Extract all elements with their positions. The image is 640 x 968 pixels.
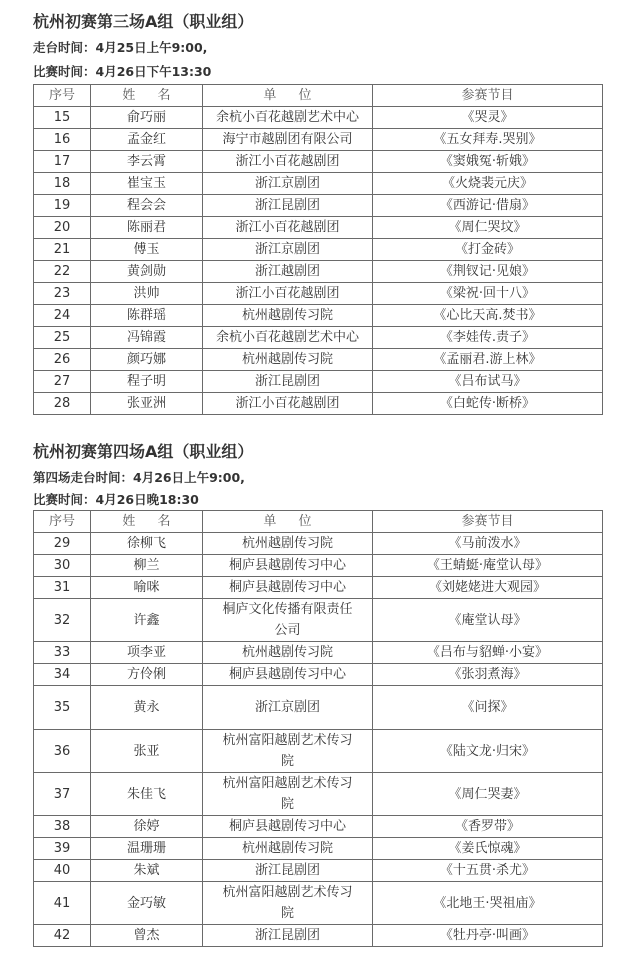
cell-name: 项李亚 xyxy=(91,642,203,664)
table-row xyxy=(34,730,603,773)
cell-number: 28 xyxy=(34,393,91,415)
cell-name: 徐柳飞 xyxy=(91,533,203,555)
cell-unit: 杭州越剧传习院 xyxy=(203,349,373,371)
cell-unit-text: 杭州越剧传习院 xyxy=(241,645,333,660)
cell-program: 《周仁哭坟》 xyxy=(373,217,603,239)
cell-program: 《北地王·哭祖庙》 xyxy=(373,882,603,925)
cell-name: 孟金红 xyxy=(91,129,203,151)
cell-name: 朱佳飞 xyxy=(91,773,203,816)
cell-name: 喻咪 xyxy=(91,577,203,599)
header-number: 序号 xyxy=(34,511,91,533)
cell-unit xyxy=(203,860,373,882)
cell-unit-text: 桐庐县越剧传习中心 xyxy=(228,819,346,834)
table-row xyxy=(34,305,603,327)
cell-name: 许鑫 xyxy=(91,599,203,642)
table-row xyxy=(34,151,603,173)
cell-number: 19 xyxy=(34,195,91,217)
cell-number: 29 xyxy=(34,533,91,555)
cell-unit: 浙江京剧团 xyxy=(203,239,373,261)
cell-name: 洪帅 xyxy=(91,283,203,305)
table-row xyxy=(34,577,603,599)
cell-number: 35 xyxy=(34,686,91,730)
cell-program: 《周仁哭妻》 xyxy=(373,773,603,816)
cell-unit-text: 浙江昆剧团 xyxy=(254,928,320,943)
cell-number: 18 xyxy=(34,173,91,195)
table-row xyxy=(34,283,603,305)
table-row xyxy=(34,686,603,730)
cell-unit: 浙江小百花越剧团 xyxy=(203,393,373,415)
cell-program: 《五女拜寿.哭别》 xyxy=(373,129,603,151)
table-row xyxy=(34,816,603,838)
table-row xyxy=(34,261,603,283)
cell-unit: 浙江小百花越剧团 xyxy=(203,151,373,173)
cell-name: 崔宝玉 xyxy=(91,173,203,195)
cell-program: 《十五贯·杀尤》 xyxy=(373,860,603,882)
cell-number: 37 xyxy=(34,773,91,816)
cell-program: 《李娃传.责子》 xyxy=(373,327,603,349)
cell-number: 42 xyxy=(34,925,91,947)
cell-program: 《问探》 xyxy=(373,686,603,730)
cell-name: 俞巧丽 xyxy=(91,107,203,129)
table-row xyxy=(34,860,603,882)
cell-program: 《窦娥冤·斩娥》 xyxy=(373,151,603,173)
cell-program: 《梁祝·回十八》 xyxy=(373,283,603,305)
cell-unit-text: 杭州越剧传习院 xyxy=(241,841,333,856)
rehearsal-time: 第四场走台时间：4月26日上午9:00, xyxy=(33,470,245,485)
cell-name: 程子明 xyxy=(91,371,203,393)
cell-program: 《陆文龙·归宋》 xyxy=(373,730,603,773)
cell-unit: 余杭小百花越剧艺术中心 xyxy=(203,327,373,349)
cell-unit xyxy=(203,925,373,947)
cell-name: 方伶俐 xyxy=(91,664,203,686)
cell-program: 《庵堂认母》 xyxy=(373,599,603,642)
cell-number: 32 xyxy=(34,599,91,642)
cell-program: 《打金砖》 xyxy=(373,239,603,261)
cell-unit: 浙江小百花越剧团 xyxy=(203,217,373,239)
cell-program: 《心比天高.焚书》 xyxy=(373,305,603,327)
cell-name: 陈丽君 xyxy=(91,217,203,239)
header-unit: 单 位 xyxy=(203,511,373,533)
cell-program: 《白蛇传·断桥》 xyxy=(373,393,603,415)
cell-unit xyxy=(203,816,373,838)
cell-program: 《吕布与貂蝉·小宴》 xyxy=(373,642,603,664)
cell-program: 《牡丹亭·叫画》 xyxy=(373,925,603,947)
header-number: 序号 xyxy=(34,85,91,107)
cell-name: 冯锦霞 xyxy=(91,327,203,349)
roster-table xyxy=(33,510,603,947)
cell-name: 黄永 xyxy=(91,686,203,730)
cell-unit-text: 杭州富阳越剧艺术传习院 xyxy=(222,885,353,921)
cell-unit-text: 桐庐县越剧传习中心 xyxy=(228,667,346,682)
header-name: 姓 名 xyxy=(91,85,203,107)
roster-table xyxy=(33,84,603,415)
cell-number: 27 xyxy=(34,371,91,393)
cell-unit xyxy=(203,599,373,642)
cell-number: 33 xyxy=(34,642,91,664)
cell-number: 36 xyxy=(34,730,91,773)
cell-name: 温珊珊 xyxy=(91,838,203,860)
match-time: 比赛时间：4月26日晚18:30 xyxy=(33,492,199,507)
cell-unit: 浙江昆剧团 xyxy=(203,371,373,393)
section-title: 杭州初赛第四场A组（职业组） xyxy=(33,442,254,461)
cell-unit: 海宁市越剧团有限公司 xyxy=(203,129,373,151)
cell-number: 39 xyxy=(34,838,91,860)
cell-number: 20 xyxy=(34,217,91,239)
cell-name: 张亚 xyxy=(91,730,203,773)
table-row xyxy=(34,642,603,664)
cell-unit-text: 浙江昆剧团 xyxy=(254,863,320,878)
cell-unit-text: 桐庐县越剧传习中心 xyxy=(228,558,346,573)
table-row xyxy=(34,349,603,371)
table-row xyxy=(34,239,603,261)
table-row xyxy=(34,327,603,349)
cell-unit: 余杭小百花越剧艺术中心 xyxy=(203,107,373,129)
table-row xyxy=(34,882,603,925)
cell-program: 《火烧裴元庆》 xyxy=(373,173,603,195)
cell-program: 《张羽煮海》 xyxy=(373,664,603,686)
cell-number: 15 xyxy=(34,107,91,129)
cell-unit xyxy=(203,686,373,730)
cell-number: 21 xyxy=(34,239,91,261)
cell-name: 柳兰 xyxy=(91,555,203,577)
table-row xyxy=(34,925,603,947)
cell-unit-text: 杭州越剧传习院 xyxy=(241,536,333,551)
table-row xyxy=(34,371,603,393)
cell-program: 《香罗带》 xyxy=(373,816,603,838)
cell-unit-text: 杭州富阳越剧艺术传习院 xyxy=(222,733,353,769)
cell-name: 徐婷 xyxy=(91,816,203,838)
table-row xyxy=(34,393,603,415)
table-row xyxy=(34,217,603,239)
cell-unit xyxy=(203,882,373,925)
header-row xyxy=(34,511,603,533)
cell-unit xyxy=(203,533,373,555)
cell-number: 30 xyxy=(34,555,91,577)
table-row xyxy=(34,107,603,129)
rehearsal-time: 走台时间：4月25日上午9:00, xyxy=(33,40,208,55)
cell-name: 曾杰 xyxy=(91,925,203,947)
cell-number: 38 xyxy=(34,816,91,838)
cell-number: 40 xyxy=(34,860,91,882)
cell-number: 41 xyxy=(34,882,91,925)
cell-unit: 杭州越剧传习院 xyxy=(203,305,373,327)
cell-number: 22 xyxy=(34,261,91,283)
table-row xyxy=(34,664,603,686)
table-row xyxy=(34,533,603,555)
cell-program: 《荆钗记·见娘》 xyxy=(373,261,603,283)
cell-name: 颜巧娜 xyxy=(91,349,203,371)
cell-number: 34 xyxy=(34,664,91,686)
cell-unit-text: 杭州富阳越剧艺术传习院 xyxy=(222,776,353,812)
cell-unit xyxy=(203,730,373,773)
cell-number: 31 xyxy=(34,577,91,599)
cell-program: 《吕布试马》 xyxy=(373,371,603,393)
cell-name: 朱斌 xyxy=(91,860,203,882)
cell-name: 黄剑勋 xyxy=(91,261,203,283)
cell-program: 《刘姥姥进大观园》 xyxy=(373,577,603,599)
table-row xyxy=(34,599,603,642)
cell-unit xyxy=(203,664,373,686)
table-row xyxy=(34,195,603,217)
header-program: 参赛节目 xyxy=(373,85,603,107)
cell-name: 程会会 xyxy=(91,195,203,217)
cell-name: 陈群瑶 xyxy=(91,305,203,327)
cell-unit xyxy=(203,838,373,860)
cell-program: 《孟丽君.游上林》 xyxy=(373,349,603,371)
cell-program: 《哭灵》 xyxy=(373,107,603,129)
cell-program: 《马前泼水》 xyxy=(373,533,603,555)
cell-program: 《王蜻蜓·庵堂认母》 xyxy=(373,555,603,577)
cell-unit-text: 桐庐文化传播有限责任公司 xyxy=(222,602,353,638)
cell-unit-text: 浙江京剧团 xyxy=(254,700,320,715)
cell-number: 24 xyxy=(34,305,91,327)
cell-number: 26 xyxy=(34,349,91,371)
cell-name: 傅玉 xyxy=(91,239,203,261)
cell-name: 金巧敏 xyxy=(91,882,203,925)
cell-program: 《姜氏惊魂》 xyxy=(373,838,603,860)
cell-number: 25 xyxy=(34,327,91,349)
cell-name: 张亚洲 xyxy=(91,393,203,415)
cell-unit xyxy=(203,555,373,577)
cell-program: 《西游记·借扇》 xyxy=(373,195,603,217)
table-row xyxy=(34,555,603,577)
cell-number: 17 xyxy=(34,151,91,173)
cell-unit xyxy=(203,773,373,816)
cell-unit: 浙江小百花越剧团 xyxy=(203,283,373,305)
header-row xyxy=(34,85,603,107)
header-unit: 单 位 xyxy=(203,85,373,107)
cell-unit: 浙江京剧团 xyxy=(203,173,373,195)
match-time: 比赛时间：4月26日下午13:30 xyxy=(33,64,212,79)
header-name: 姓 名 xyxy=(91,511,203,533)
table-row xyxy=(34,773,603,816)
cell-number: 16 xyxy=(34,129,91,151)
table-row xyxy=(34,129,603,151)
cell-unit xyxy=(203,642,373,664)
cell-unit xyxy=(203,577,373,599)
cell-unit-text: 桐庐县越剧传习中心 xyxy=(228,580,346,595)
cell-unit: 浙江越剧团 xyxy=(203,261,373,283)
section-title: 杭州初赛第三场A组（职业组） xyxy=(33,12,254,31)
table-row xyxy=(34,838,603,860)
cell-number: 23 xyxy=(34,283,91,305)
header-program: 参赛节目 xyxy=(373,511,603,533)
cell-name: 李云霄 xyxy=(91,151,203,173)
cell-unit: 浙江昆剧团 xyxy=(203,195,373,217)
table-row xyxy=(34,173,603,195)
